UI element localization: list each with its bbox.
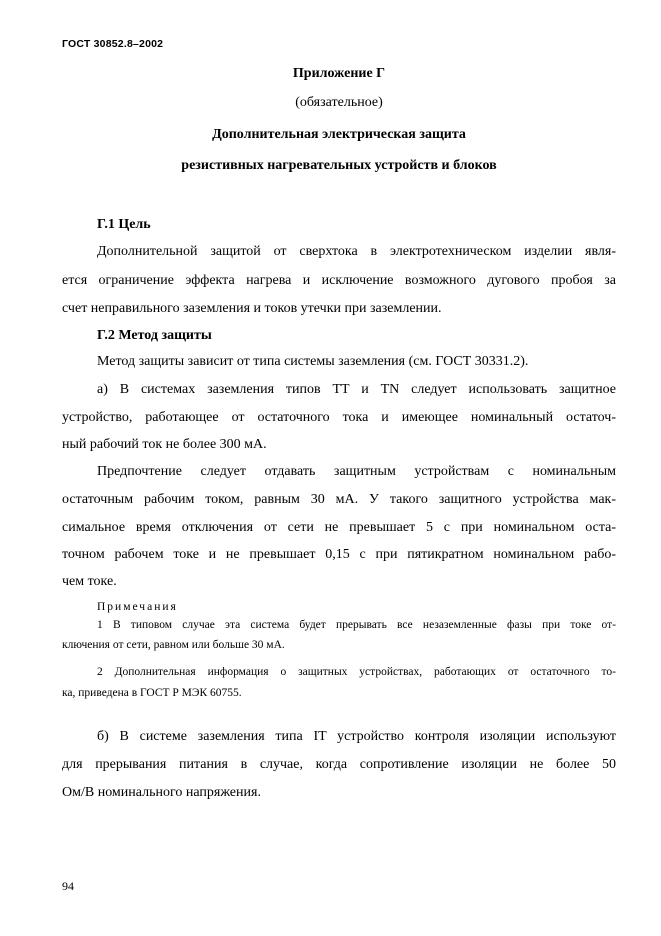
appendix-heading-line1: Дополнительная электрическая защита: [212, 127, 466, 142]
section2-heading: Г.2 Метод защиты: [97, 328, 212, 343]
note2-line: ка, приведена в ГОСТ Р МЭК 60755.: [62, 687, 242, 699]
para-a-line: устройство, работающее от остаточного тока и имеющее номинальный остаточ-: [62, 410, 616, 425]
appendix-title: Приложение Г: [292, 66, 386, 81]
para-pref-line: Предпочтение следует отдавать защитным устройствам с номинальным: [97, 464, 616, 479]
para-b-line: для прерывания питания в случае, когда сопротивление изоляции не более 50: [62, 757, 616, 772]
note1-line: 1 В типовом случае эта система будет прерывать все незаземленные фазы при токе от-: [97, 619, 616, 631]
page-number: 94: [62, 879, 74, 893]
appendix-status: (обязательное): [295, 95, 383, 110]
para-pref-line: чем токе.: [62, 574, 117, 589]
section1-line: счет неправильного заземления и токов утечки при заземлении.: [62, 301, 442, 316]
note1-line: ключения от сети, равном или больше 30 мА.: [62, 639, 285, 651]
para-b-line: Ом/В номинального напряжения.: [62, 785, 261, 800]
para-pref-line: симальное время отключения от сети не превышает 5 с при номинальном оста-: [62, 520, 616, 535]
para-pref-line: точном рабочем токе и не превышает 0,15 с при пятикратном номинальном рабо-: [62, 547, 616, 562]
section1-heading: Г.1 Цель: [97, 217, 151, 232]
section2-intro: Метод защиты зависит от типа системы заземления (см. ГОСТ 30331.2).: [97, 354, 529, 369]
para-b-line: б) В системе заземления типа IT устройство контроля изоляции используют: [97, 729, 616, 744]
para-a-line: а) В системах заземления типов TT и TN следует использовать защитное: [97, 382, 616, 397]
notes-heading: Примечания: [97, 601, 178, 613]
note2-line: 2 Дополнительная информация о защитных устройствах, работающих от остаточного то-: [97, 666, 616, 678]
para-a-line: ный рабочий ток не более 300 мА.: [62, 437, 267, 452]
section1-line: Дополнительной защитой от сверхтока в электротехническом изделии явля-: [97, 244, 616, 259]
para-pref-line: остаточным рабочим током, равным 30 мА. У такого защитного устройства мак-: [62, 492, 616, 507]
standard-designation: ГОСТ 30852.8–2002: [62, 38, 164, 50]
appendix-heading-line2: резистивных нагревательных устройств и блоков: [181, 158, 497, 173]
section1-line: ется ограничение эффекта нагрева и исключение возможного дугового пробоя за: [62, 273, 616, 288]
